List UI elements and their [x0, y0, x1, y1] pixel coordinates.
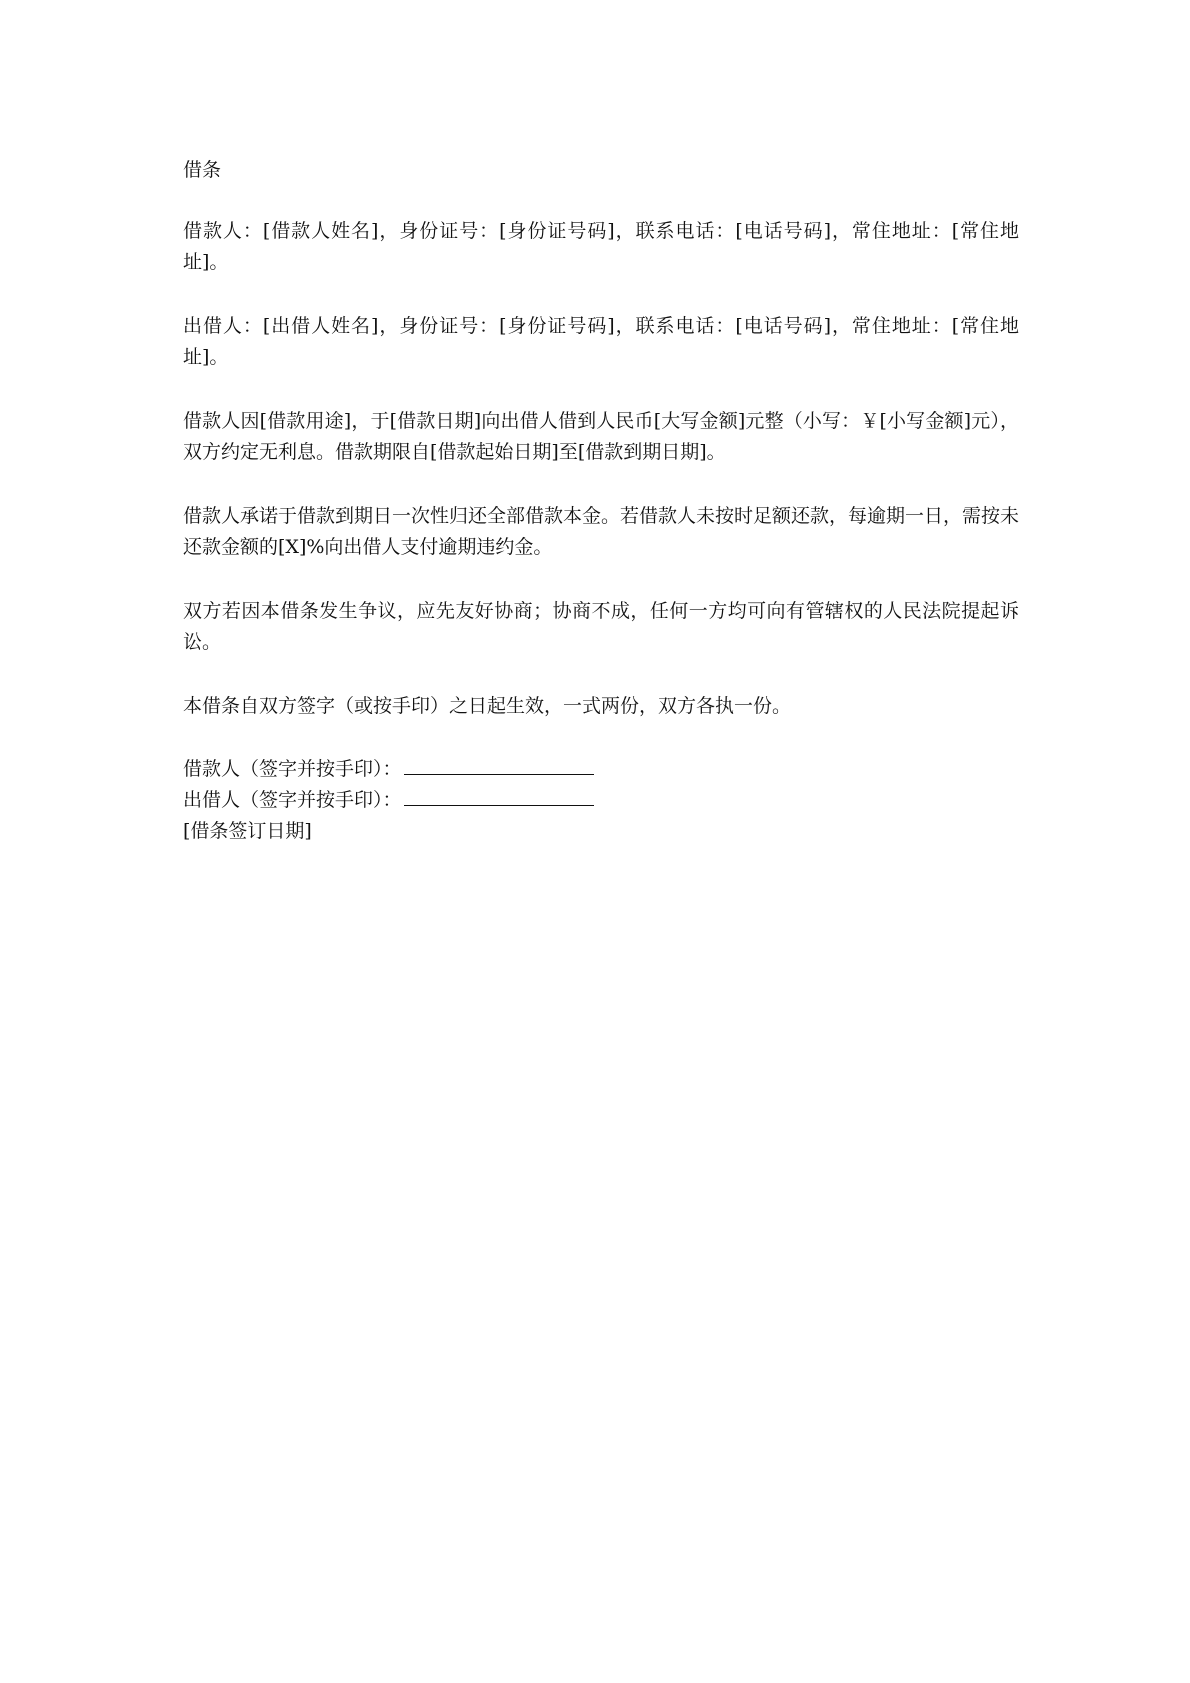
document-body [183, 155, 1019, 847]
document-title: 借条 [183, 159, 222, 181]
repayment-paragraph: 借款人承诺于借款到期日一次性归还全部借款本金。若借款人未按时足额还款，每逾期一日，需按未还款金额的[X]%向出借人支付逾期违约金。 [183, 505, 1020, 558]
effectiveness-paragraph: 本借条自双方签字（或按手印）之日起生效，一式两份，双方各执一份。 [183, 695, 792, 717]
lender-info-paragraph: 出借人：[出借人姓名]，身份证号：[身份证号码]，联系电话：[电话号码]，常住地址：[常住地址]。 [183, 315, 1019, 368]
borrower-signature-line [183, 754, 1019, 785]
dispute-paragraph: 双方若因本借条发生争议，应先友好协商；协商不成，任何一方均可向有管辖权的人民法院提起诉讼。 [183, 600, 1019, 653]
lender-signature-blank [404, 785, 594, 806]
signing-date: [借条签订日期] [183, 820, 312, 842]
lender-signature-line [183, 785, 1019, 816]
signature-block [183, 754, 1019, 847]
borrower-info-paragraph: 借款人：[借款人姓名]，身份证号：[身份证号码]，联系电话：[电话号码]，常住地址：[常住地址]。 [183, 220, 1019, 273]
borrower-signature-label: 借款人（签字并按手印）： [183, 758, 402, 780]
loan-terms-paragraph: 借款人因[借款用途]，于[借款日期]向出借人借到人民币[大写金额]元整（小写：￥[小写金额]元），双方约定无利息。借款期限自[借款起始日期]至[借款到期日期]。 [183, 410, 1019, 463]
lender-signature-label: 出借人（签字并按手印）： [183, 789, 402, 811]
borrower-signature-blank [404, 754, 594, 775]
